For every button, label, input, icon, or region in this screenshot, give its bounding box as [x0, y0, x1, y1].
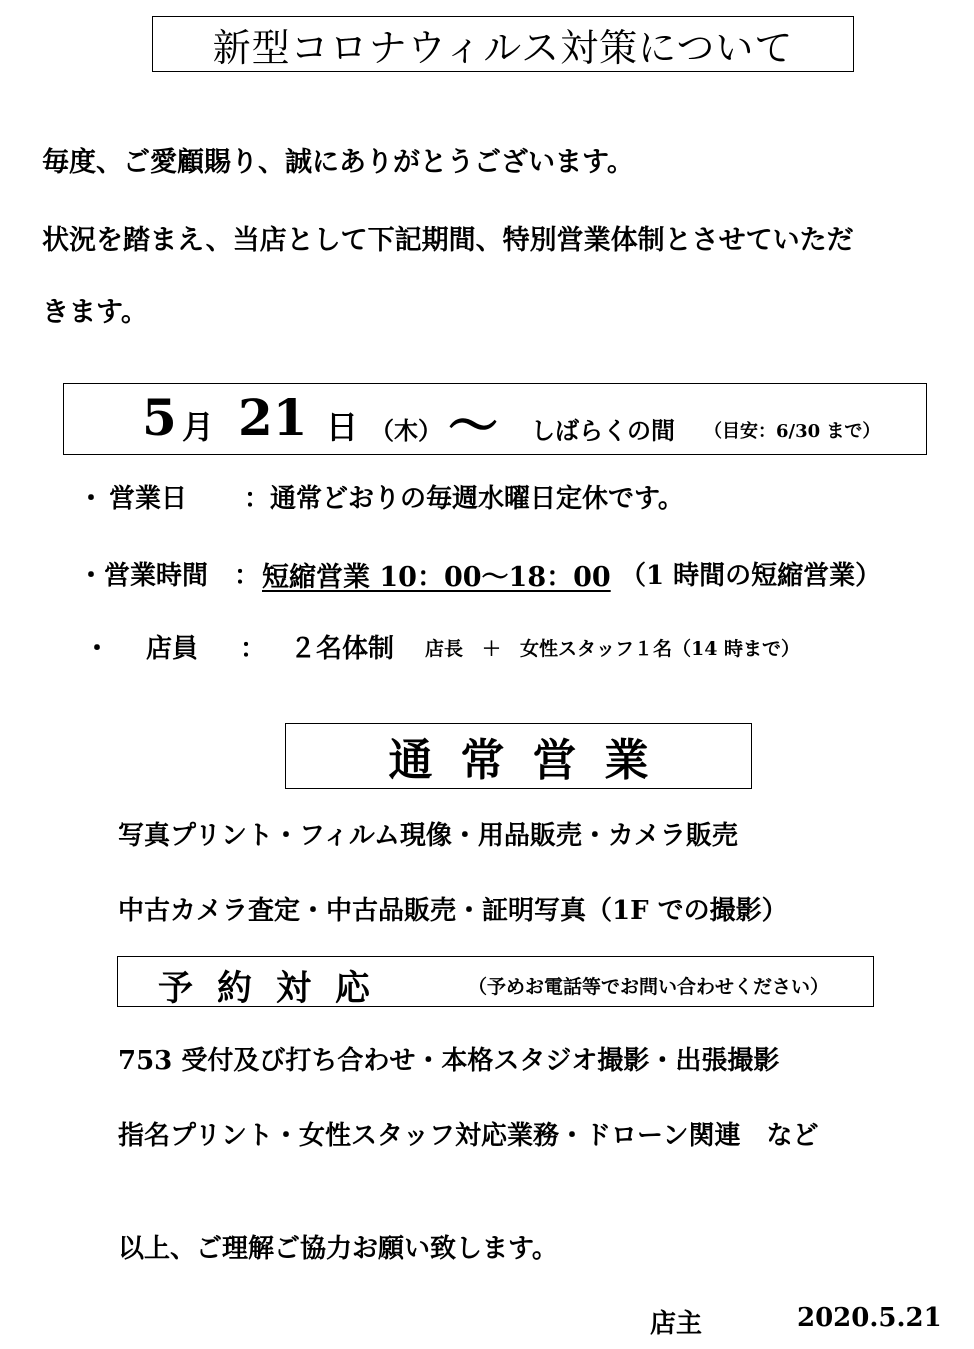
period-month: 5	[142, 388, 177, 447]
days-label: 営業日	[109, 484, 188, 514]
staff-value: ２名体制	[290, 634, 395, 664]
signature-owner: 店主	[650, 1309, 703, 1339]
period-month-unit: 月	[182, 408, 215, 446]
hours-colon: ：	[234, 561, 261, 591]
closing-text: 以上、ご理解ご協力お願い致します。	[118, 1234, 558, 1264]
reservation-heading: 予約対応	[158, 968, 395, 1009]
period-until: しばらくの間	[531, 416, 675, 445]
period-day: 21	[238, 388, 308, 447]
reservation-line-1: 753 受付及び打ち合わせ・本格スタジオ撮影・出張撮影	[118, 1046, 780, 1076]
normal-heading-box	[285, 723, 752, 789]
days-colon: ：	[244, 484, 271, 514]
days-bullet: ・	[78, 484, 105, 514]
period-weekday: （木）	[370, 416, 442, 445]
intro-line-3: きます。	[42, 297, 148, 328]
hours-note: （1 時間の短縮営業）	[620, 561, 882, 591]
staff-label: 店員	[146, 634, 199, 664]
normal-heading: 通常営業	[388, 735, 677, 786]
staff-colon: ：	[240, 634, 267, 664]
period-day-unit: 日	[326, 408, 359, 446]
period-tilde: 〜	[448, 396, 498, 455]
hours-value: 短縮営業 10：00〜18：00	[262, 562, 611, 593]
reservation-note: （予めお電話等でお問い合わせください）	[468, 976, 830, 998]
days-value: 通常どおりの毎週水曜日定休です。	[270, 484, 684, 514]
signature-date: 2020.5.21	[797, 1303, 942, 1333]
page-title-text: 新型コロナウィルス対策について	[212, 25, 794, 70]
page-title	[152, 16, 854, 72]
period-box	[63, 383, 927, 455]
intro-line-1: 毎度、ご愛顧賜り、誠にありがとうございます。	[42, 147, 634, 178]
hours-label: ・営業時間	[78, 561, 209, 591]
reservation-heading-box	[117, 956, 874, 1007]
reservation-line-2: 指名プリント・女性スタッフ対応業務・ドローン関連 など	[118, 1121, 819, 1151]
staff-note: 店長 ＋ 女性スタッフ１名（14 時まで）	[425, 638, 801, 660]
intro-line-2: 状況を踏まえ、当店として下記期間、特別営業体制とさせていただ	[42, 225, 854, 256]
period-note: （目安：6/30 まで）	[704, 421, 881, 442]
normal-line-1: 写真プリント・フィルム現像・用品販売・カメラ販売	[118, 821, 738, 851]
normal-line-2: 中古カメラ査定・中古品販売・証明写真（1F での撮影）	[118, 896, 788, 926]
staff-bullet: ・	[84, 634, 111, 664]
